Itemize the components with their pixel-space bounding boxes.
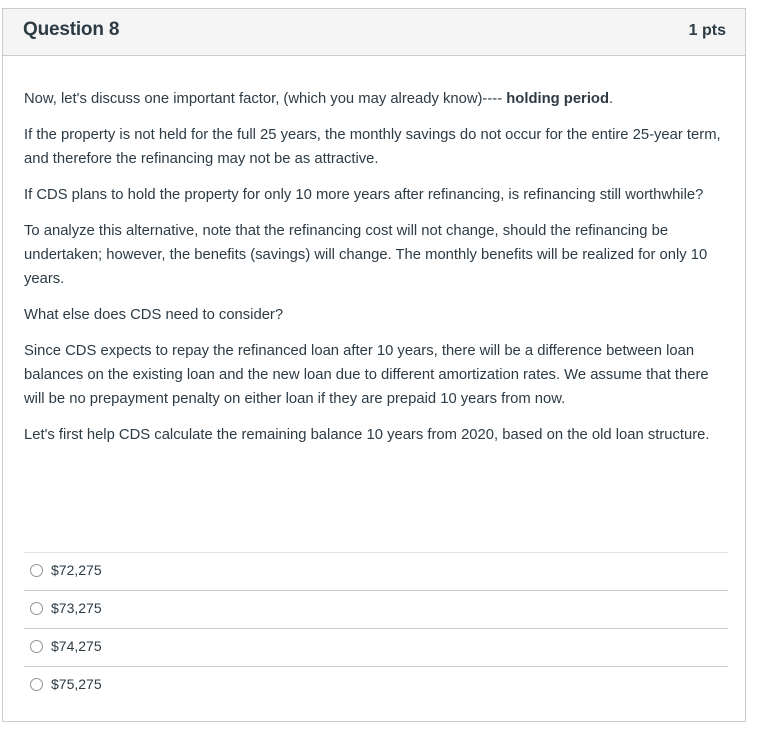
answer-radio-4[interactable]: [30, 678, 43, 691]
question-paragraph-4: To analyze this alternative, note that the refinancing cost will not change, should the refinancing be undertaken; however, the benefits (savings) will change. The monthly benefits will be realized for only 10 years.: [24, 223, 708, 287]
answer-option-1[interactable]: [24, 552, 728, 590]
question-paragraph-6: Since CDS expects to repay the refinanced loan after 10 years, there will be a difference between loan balances on the existing loan and the new loan due to different amortization rates. We assume that there will be no prepayment penalty on either loan if they are prepaid 10 years from now.: [24, 343, 709, 407]
question-paragraph-3: If CDS plans to hold the property for only 10 more years after refinancing, is refinancing still worthwhile?: [24, 187, 704, 203]
answer-option-4[interactable]: [24, 666, 728, 704]
question-header: [3, 9, 745, 56]
question-title: Question 8: [23, 19, 120, 40]
paragraph-1-text: Now, let's discuss one important factor, (which you may already know)----: [24, 91, 507, 107]
answer-list: [24, 552, 728, 704]
answer-option-2[interactable]: [24, 590, 728, 628]
question-text: [24, 87, 724, 459]
question-paragraph-7: Let's first help CDS calculate the remaining balance 10 years from 2020, based on the old loan structure.: [24, 427, 710, 443]
answer-label-4[interactable]: $75,275: [51, 676, 102, 692]
holding-period-emphasis: holding period: [506, 91, 610, 107]
question-paragraph-1: [24, 87, 724, 111]
answer-radio-3[interactable]: [30, 640, 43, 653]
answer-label-3[interactable]: $74,275: [51, 638, 102, 654]
answer-radio-2[interactable]: [30, 602, 43, 615]
question-paragraph-2: If the property is not held for the full 25 years, the monthly savings do not occur for the entire 25-year term, and therefore the refinancing may not be as attractive.: [24, 127, 721, 167]
question-paragraph-5: What else does CDS need to consider?: [24, 307, 284, 323]
answer-label-1[interactable]: $72,275: [51, 562, 102, 578]
question-card: [2, 8, 746, 722]
answer-option-3[interactable]: [24, 628, 728, 666]
answer-radio-1[interactable]: [30, 564, 43, 577]
answer-label-2[interactable]: $73,275: [51, 600, 102, 616]
paragraph-1-end: .: [609, 91, 614, 107]
question-points: 1 pts: [688, 22, 726, 39]
